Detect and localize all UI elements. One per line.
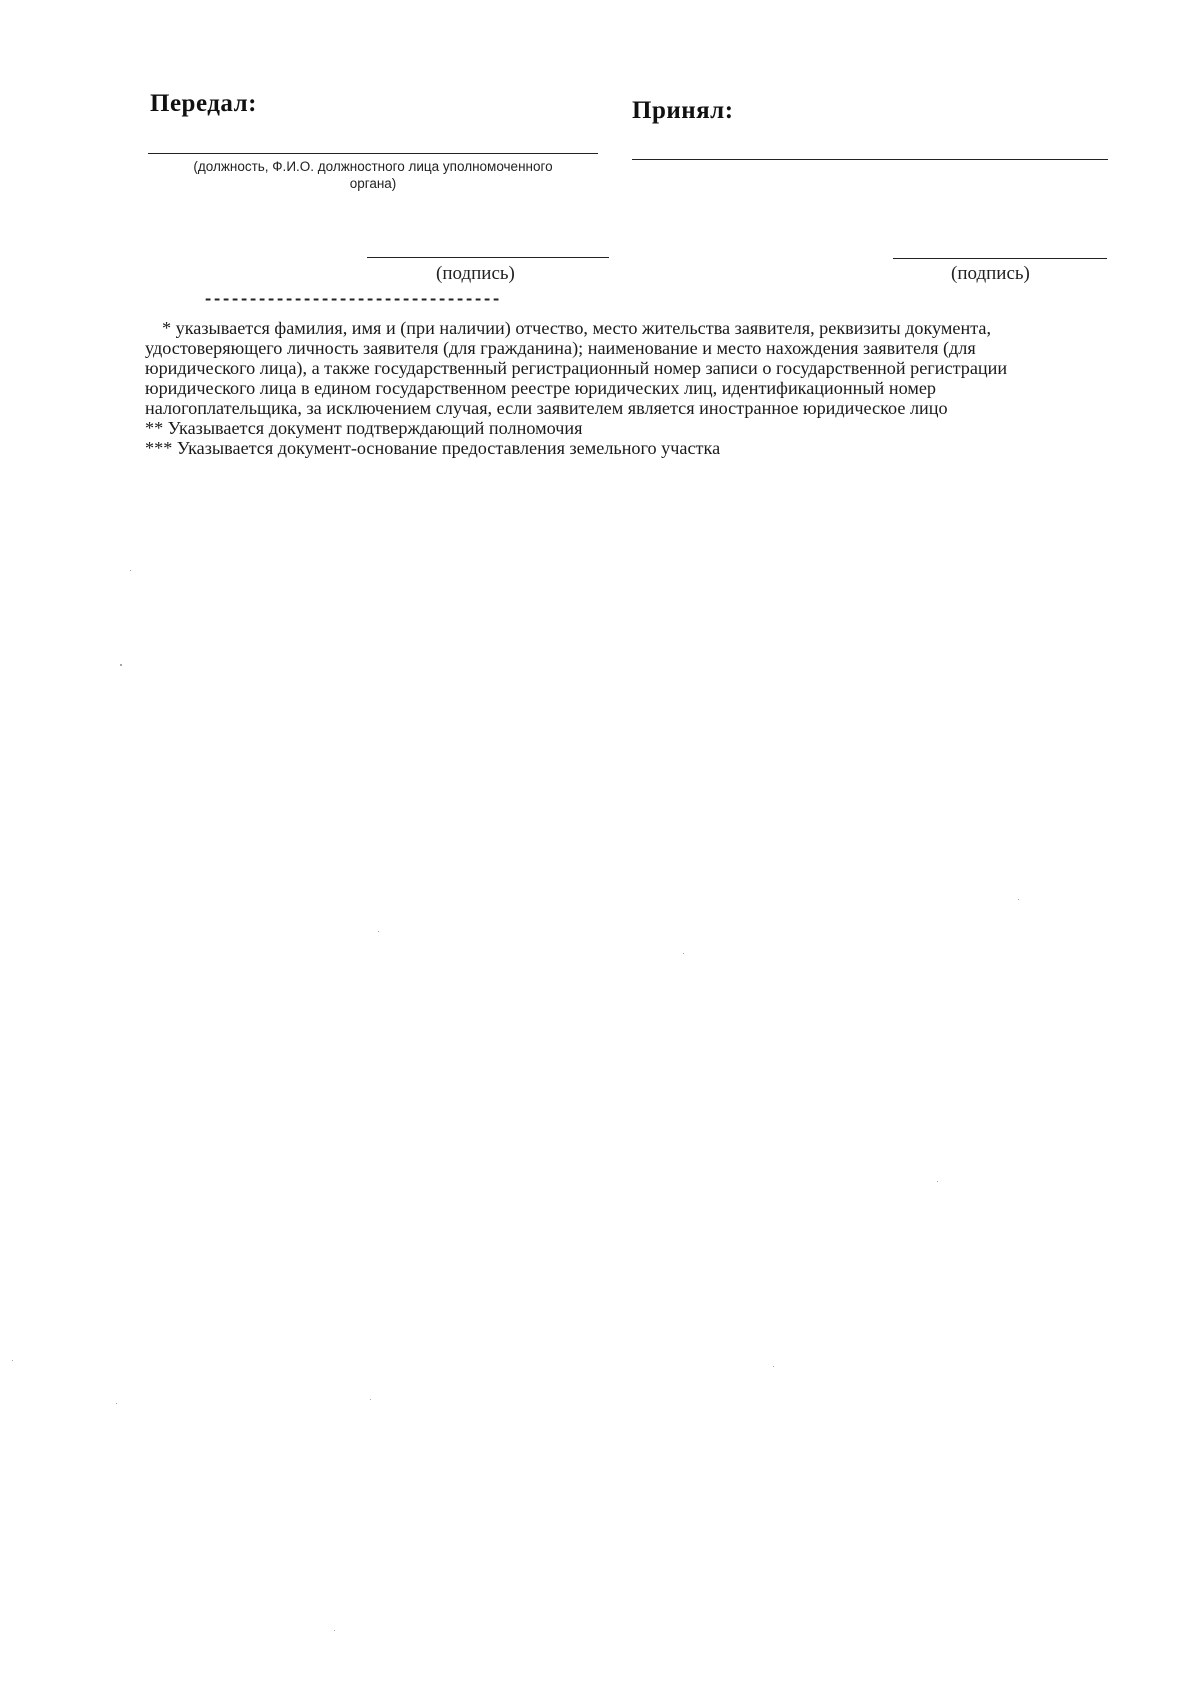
- scan-speck: [378, 931, 379, 932]
- footnote-line: * указывается фамилия, имя и (при наличии) отчество, место жительства заявителя, реквизиты документа,: [162, 318, 991, 338]
- scan-speck: [683, 953, 684, 954]
- footnote-line: юридического лица в едином государственном реестре юридических лиц, идентификационный номер: [145, 378, 936, 398]
- footnote-line: ** Указывается документ подтверждающий полномочия: [145, 418, 583, 438]
- transferred-by-signature-line: [367, 257, 609, 258]
- transferred-by-position-caption: [148, 158, 598, 192]
- received-by-heading: Принял:: [632, 97, 734, 124]
- scan-speck: [1018, 899, 1019, 900]
- scan-speck: [937, 1181, 938, 1182]
- scan-speck: [334, 1630, 335, 1631]
- scan-speck: [116, 1403, 117, 1404]
- footnote-separator: ---------------------------------: [203, 291, 501, 310]
- transferred-by-signature-label: (подпись): [436, 263, 515, 284]
- scan-speck: [12, 1360, 13, 1361]
- scan-speck: [370, 1399, 371, 1400]
- scan-speck: [773, 1366, 774, 1367]
- scan-speck: [120, 664, 122, 666]
- transferred-by-heading: Передал:: [150, 90, 257, 117]
- position-caption-line-2: органа): [349, 176, 397, 191]
- scan-speck: [130, 570, 131, 571]
- received-by-signature-line: [893, 258, 1107, 259]
- received-by-signature-label: (подпись): [951, 263, 1030, 284]
- footnote-line: удостоверяющего личность заявителя (для гражданина); наименование и место нахождения заявителя (для: [145, 338, 976, 358]
- position-caption-line-1: (должность, Ф.И.О. должностного лица уполномоченного: [193, 159, 553, 174]
- footnote-line: юридического лица), а также государственный регистрационный номер записи о государственной регистрации: [145, 358, 1008, 378]
- received-by-name-line: [632, 159, 1108, 160]
- transferred-by-name-line: [148, 153, 598, 154]
- footnote-line: налогоплательщика, за исключением случая, если заявителем является иностранное юридическое лицо: [145, 398, 948, 418]
- footnote-line: *** Указывается документ-основание предоставления земельного участка: [145, 438, 721, 458]
- footnotes-block: [145, 318, 1115, 458]
